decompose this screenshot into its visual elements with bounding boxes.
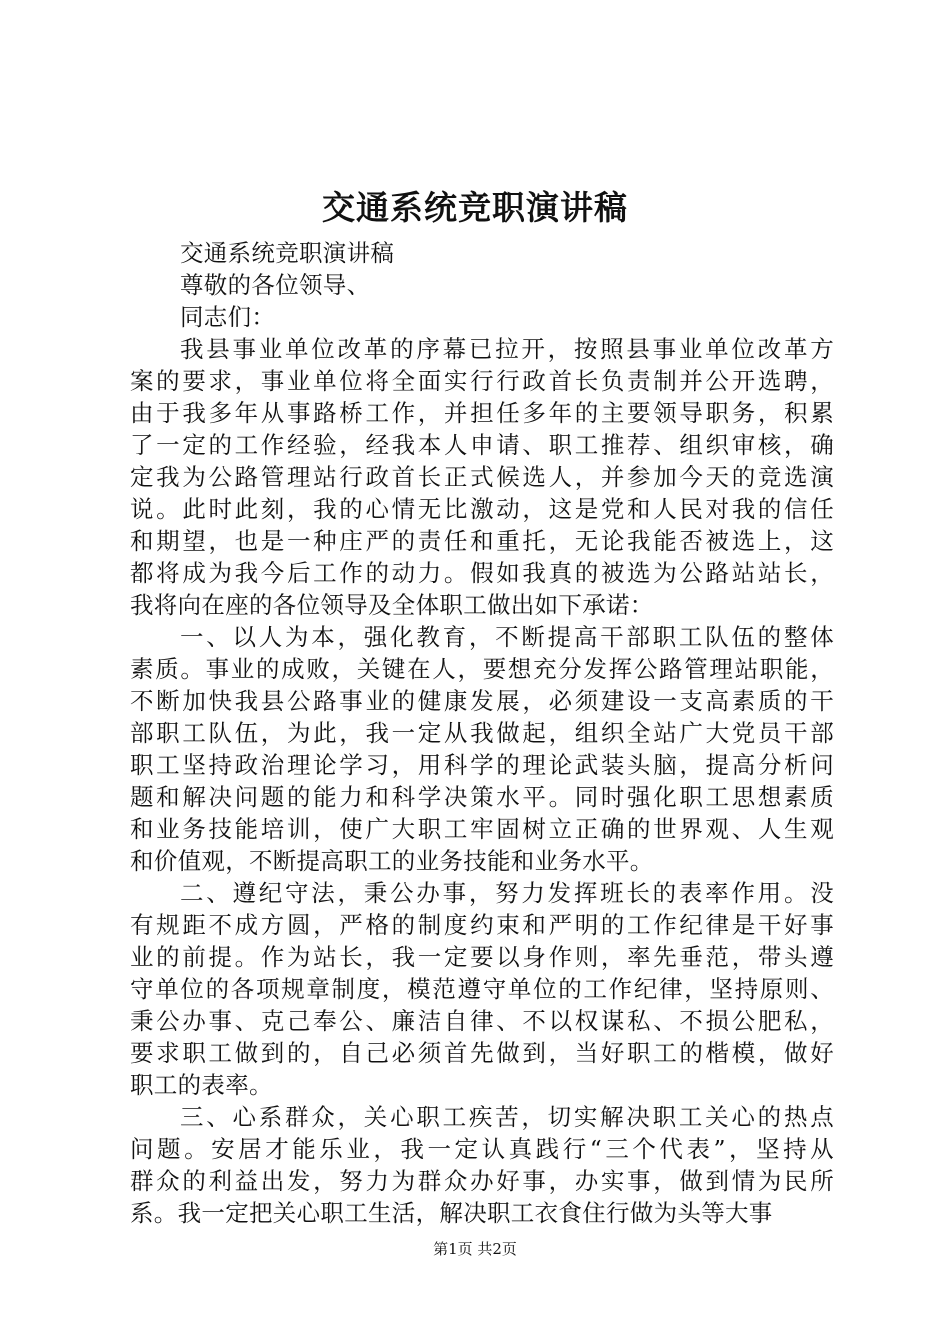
paragraph-line: 定我为公路管理站行政首长正式候选人，并参加今天的竞选演 [130, 463, 834, 491]
paragraph-line: 由于我多年从事路桥工作，并担任多年的主要领导职务，积累 [130, 399, 834, 427]
paragraph-line: 一、以人为本，强化教育，不断提高干部职工队伍的整体 [180, 623, 834, 651]
salutation-line: 同志们： [180, 303, 276, 331]
paragraph-line: 了一定的工作经验，经我本人申请、职工推荐、组织审核，确 [130, 431, 834, 459]
subtitle-line: 交通系统竞职演讲稿 [180, 239, 395, 267]
paragraph-line: 职工的表率。 [130, 1071, 273, 1099]
paragraph-line: 和业务技能培训，使广大职工牢固树立正确的世界观、人生观 [130, 815, 834, 843]
paragraph-line: 我县事业单位改革的序幕已拉开，按照县事业单位改革方 [180, 335, 834, 363]
paragraph-line: 都将成为我今后工作的动力。假如我真的被选为公路站站长， [130, 559, 834, 587]
paragraph-line: 问题。安居才能乐业，我一定认真践行“三个代表”，坚持从 [130, 1135, 834, 1163]
document-body [130, 237, 834, 1229]
paragraph-line: 业的前提。作为站长，我一定要以身作则，率先垂范，带头遵 [130, 943, 834, 971]
page-footer: 第1页 共2页 [433, 1240, 517, 1258]
paragraph-line: 案的要求，事业单位将全面实行行政首长负责制并公开选聘， [130, 367, 834, 395]
paragraph-line: 说。此时此刻，我的心情无比激动，这是党和人民对我的信任 [130, 495, 834, 523]
paragraph-line: 职工坚持政治理论学习，用科学的理论武装头脑，提高分析问 [130, 751, 834, 779]
paragraph-line: 不断加快我县公路事业的健康发展，必须建设一支高素质的干 [130, 687, 834, 715]
paragraph-line: 和期望，也是一种庄严的责任和重托，无论我能否被选上，这 [130, 527, 834, 555]
paragraph-line: 二、遵纪守法，秉公办事，努力发挥班长的表率作用。没 [180, 879, 834, 907]
document-title: 交通系统竞职演讲稿 [322, 188, 628, 227]
paragraph-line: 素质。事业的成败，关键在人，要想充分发挥公路管理站职能， [130, 655, 834, 683]
paragraph-line: 我将向在座的各位领导及全体职工做出如下承诺： [130, 591, 654, 619]
paragraph-line: 题和解决问题的能力和科学决策水平。同时强化职工思想素质 [130, 783, 834, 811]
paragraph-line: 部职工队伍，为此，我一定从我做起，组织全站广大党员干部 [130, 719, 834, 747]
paragraph-line: 群众的利益出发，努力为群众办好事，办实事，做到情为民所 [130, 1167, 834, 1195]
paragraph-line: 守单位的各项规章制度，模范遵守单位的工作纪律，坚持原则、 [130, 975, 834, 1003]
paragraph-line: 要求职工做到的，自己必须首先做到，当好职工的楷模，做好 [130, 1039, 834, 1067]
paragraphs-container [130, 333, 834, 1229]
paragraph-line: 和价值观，不断提高职工的业务技能和业务水平。 [130, 847, 654, 875]
paragraph-line: 三、心系群众，关心职工疾苦，切实解决职工关心的热点 [180, 1103, 834, 1131]
paragraph-line: 系。我一定把关心职工生活，解决职工衣食住行做为头等大事 [130, 1199, 773, 1227]
paragraph-line: 有规距不成方圆，严格的制度约束和严明的工作纪律是干好事 [130, 911, 834, 939]
salutation-line: 尊敬的各位领导、 [180, 271, 371, 299]
paragraph-line: 秉公办事、克己奉公、廉洁自律、不以权谋私、不损公肥私， [130, 1007, 834, 1035]
